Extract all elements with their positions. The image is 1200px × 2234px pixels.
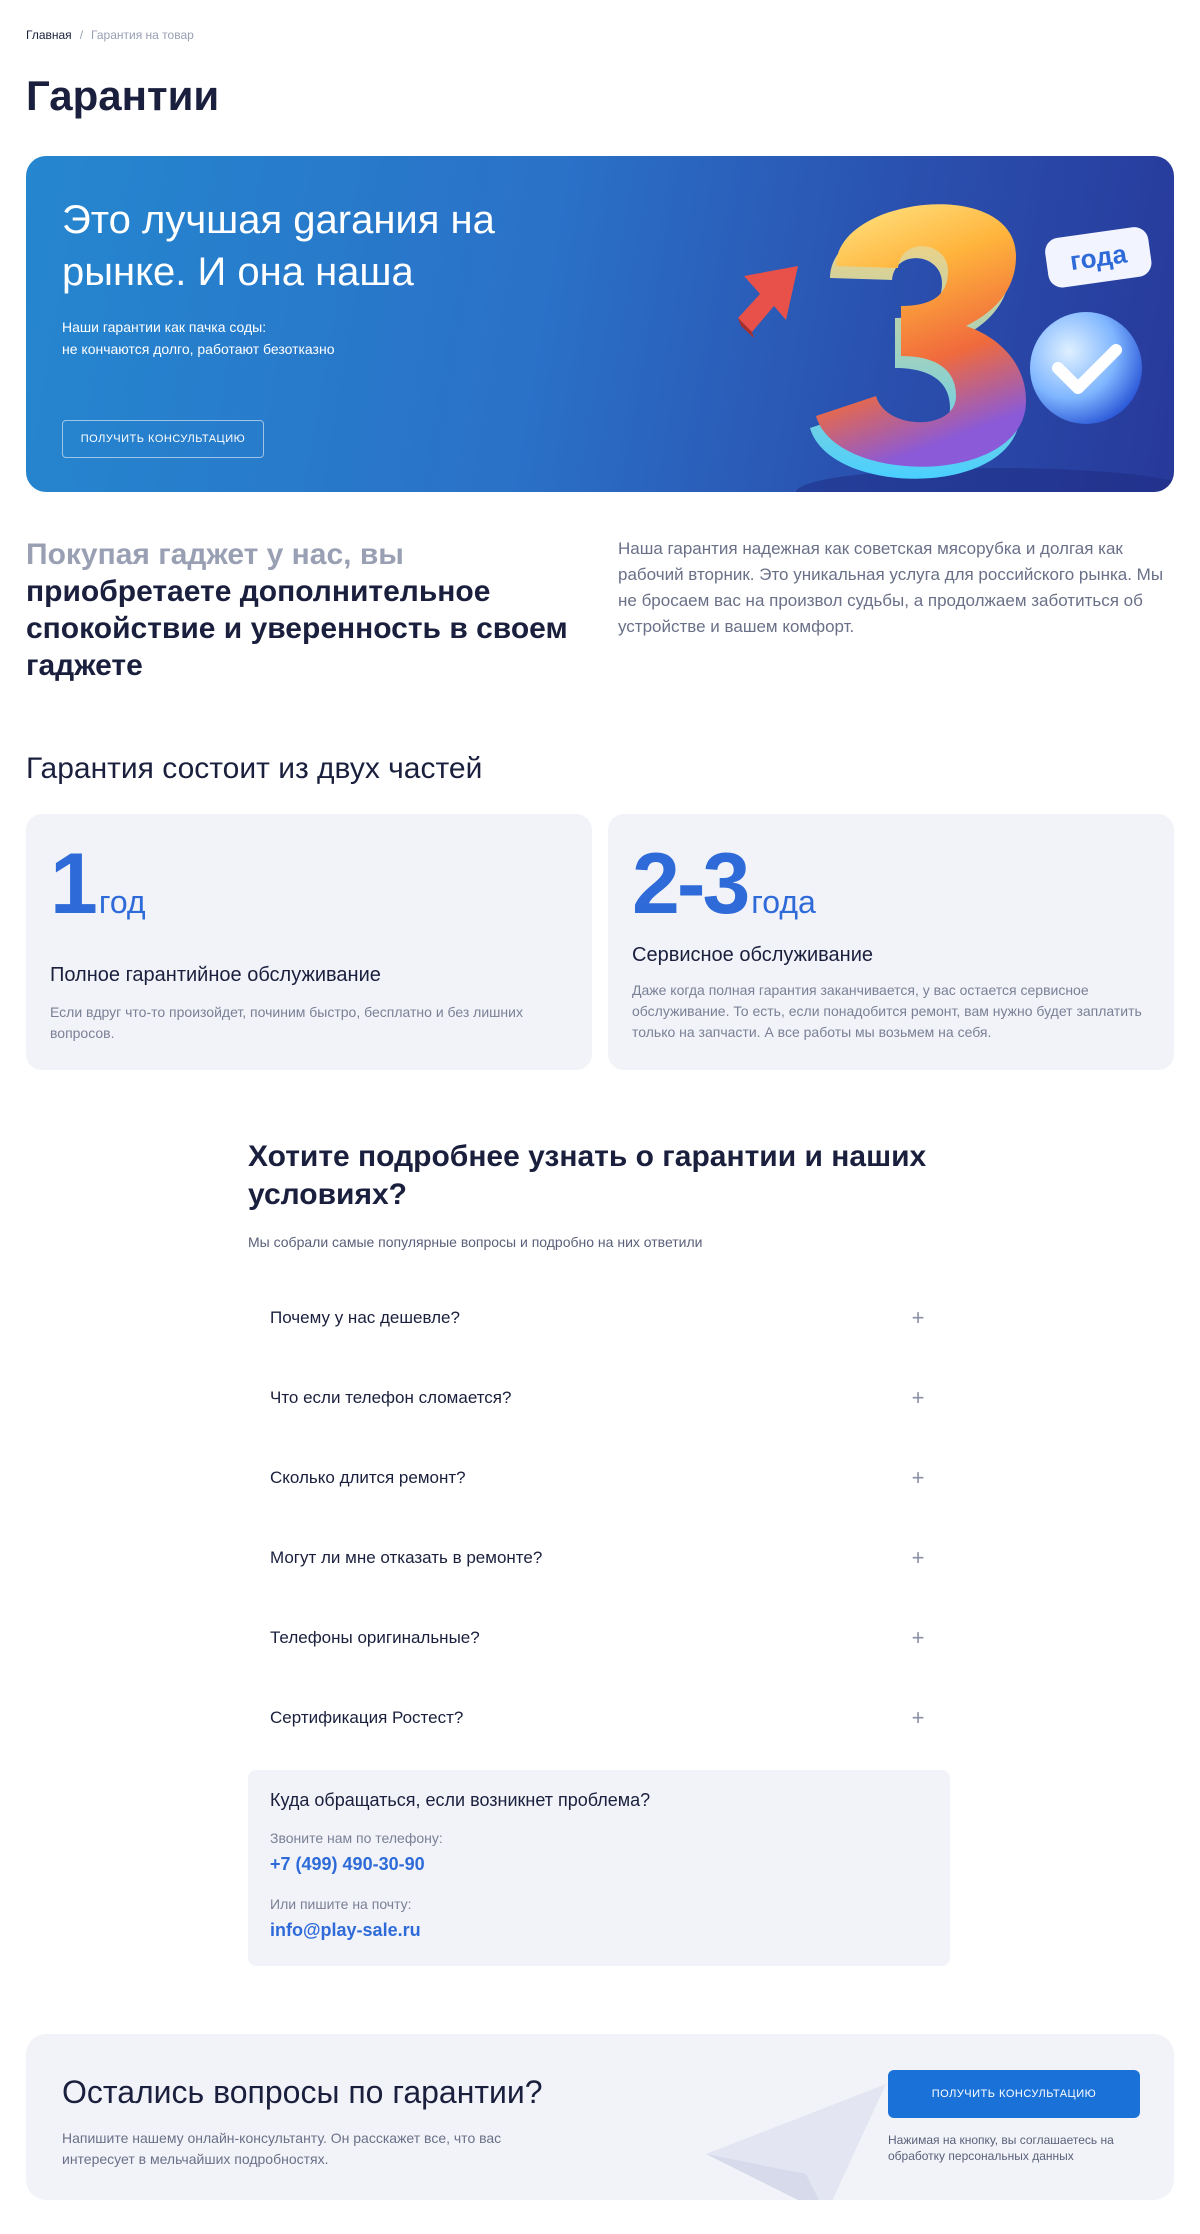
faq-question: Сертификация Ростест? bbox=[270, 1708, 464, 1727]
faq-item[interactable] bbox=[248, 1678, 950, 1758]
faq-item[interactable] bbox=[248, 1278, 950, 1358]
intro-heading-dark: приобретаете дополнительное спокойствие и уверенность в своем гаджете bbox=[26, 575, 568, 682]
part-duration bbox=[50, 836, 146, 932]
part-number: 2-3 bbox=[632, 836, 748, 932]
parts-title: Гарантия состоит из двух частей bbox=[26, 752, 483, 785]
page-title: Гарантии bbox=[26, 72, 220, 119]
hero-banner bbox=[26, 156, 1174, 492]
cta-text: Напишите нашему онлайн-консультанту. Он расскажет все, что вас интересует в мельчайших подробностях. bbox=[62, 2130, 502, 2167]
faq-question: Могут ли мне отказать в ремонте? bbox=[270, 1548, 543, 1567]
part-unit: года bbox=[751, 884, 816, 920]
faq-question: Что если телефон сломается? bbox=[270, 1388, 512, 1407]
part-unit: год bbox=[98, 884, 146, 920]
intro-text: Наша гарантия надежная как советская мясорубка и долгая как рабочий вторник. Это уникальная услуга для российского рынка. Мы не бросаем вас на произвол судьбы, а продолжаем заботиться об устройстве и вашем комфорт. bbox=[618, 539, 1164, 636]
part-card-service bbox=[608, 814, 1174, 1070]
contact-phone-link[interactable]: +7 (499) 490-30-90 bbox=[270, 1854, 425, 1874]
cta-title: Остались вопросы по гарантии? bbox=[62, 2074, 543, 2110]
plus-icon[interactable]: + bbox=[911, 1305, 925, 1330]
hero-subtitle bbox=[62, 316, 482, 360]
contact-email-link[interactable]: info@play-sale.ru bbox=[270, 1920, 421, 1940]
faq-item[interactable] bbox=[248, 1598, 950, 1678]
cta-consultation-button[interactable]: ПОЛУЧИТЬ КОНСУЛЬТАЦИЮ bbox=[888, 2070, 1140, 2118]
cta-consent-note: Нажимая на кнопку, вы соглашаетесь на обработку персональных данных bbox=[888, 2133, 1114, 2163]
faq-subtitle: Мы собрали самые популярные вопросы и подробно на них ответили bbox=[248, 1234, 703, 1250]
arrow-icon bbox=[738, 266, 798, 332]
part-text: Даже когда полная гарантия заканчивается, у вас остается сервисное обслуживание. То есть, если понадобится ремонт, вам нужно будет заплатить только на запчасти. А все работы мы возьмем на себя. bbox=[632, 982, 1142, 1040]
contact-box bbox=[248, 1770, 950, 1966]
part-number: 1 bbox=[50, 836, 95, 932]
contact-email-label: Или пишите на почту: bbox=[270, 1896, 412, 1912]
badge-years-text: года bbox=[1067, 238, 1129, 277]
breadcrumb-home-link[interactable]: Главная bbox=[26, 28, 72, 42]
contact-heading: Куда обращаться, если возникнет проблема? bbox=[270, 1790, 651, 1810]
faq-item[interactable] bbox=[248, 1438, 950, 1518]
three-years-illustration bbox=[686, 156, 1174, 492]
faq-list bbox=[248, 1278, 950, 1758]
hero-consultation-button[interactable]: ПОЛУЧИТЬ КОНСУЛЬТАЦИЮ bbox=[62, 420, 264, 458]
plus-icon[interactable]: + bbox=[911, 1705, 925, 1730]
faq-item[interactable] bbox=[248, 1358, 950, 1438]
faq-question: Сколько длится ремонт? bbox=[270, 1468, 466, 1487]
intro-heading bbox=[26, 536, 586, 684]
part-heading: Сервисное обслуживание bbox=[632, 944, 873, 966]
plus-icon[interactable]: + bbox=[911, 1545, 925, 1570]
three-face bbox=[816, 204, 1026, 467]
intro-heading-muted: Покупая гаджет у нас, вы bbox=[26, 538, 404, 571]
part-card-full-warranty bbox=[26, 814, 592, 1070]
part-heading: Полное гарантийное обслуживание bbox=[50, 964, 381, 986]
faq-question: Почему у нас дешевле? bbox=[270, 1308, 460, 1327]
hero-subtitle-line2: не кончаются долго, работают безотказно bbox=[62, 341, 335, 357]
breadcrumb-separator: / bbox=[79, 28, 84, 42]
plus-icon[interactable]: + bbox=[911, 1465, 925, 1490]
faq-question: Телефоны оригинальные? bbox=[270, 1628, 480, 1647]
faq-item[interactable] bbox=[248, 1518, 950, 1598]
hero-title: Это лучшая garания на рынке. И она наша bbox=[62, 198, 495, 294]
contact-phone-label: Звоните нам по телефону: bbox=[270, 1830, 443, 1846]
plus-icon[interactable]: + bbox=[911, 1385, 925, 1410]
paper-plane-decoration bbox=[686, 2084, 906, 2200]
part-text: Если вдруг что-то произойдет, починим быстро, бесплатно и без лишних вопросов. bbox=[50, 1004, 523, 1041]
part-duration bbox=[632, 836, 816, 932]
plus-icon[interactable]: + bbox=[911, 1625, 925, 1650]
faq-title: Хотите подробнее узнать о гарантии и наших условиях? bbox=[248, 1140, 927, 1211]
breadcrumb-current: Гарантия на товар bbox=[91, 28, 194, 42]
cta-banner bbox=[26, 2034, 1174, 2200]
check-circle-icon bbox=[1030, 312, 1142, 424]
hero-subtitle-line1: Наши гарантии как пачка соды: bbox=[62, 319, 267, 335]
breadcrumb bbox=[26, 28, 194, 42]
